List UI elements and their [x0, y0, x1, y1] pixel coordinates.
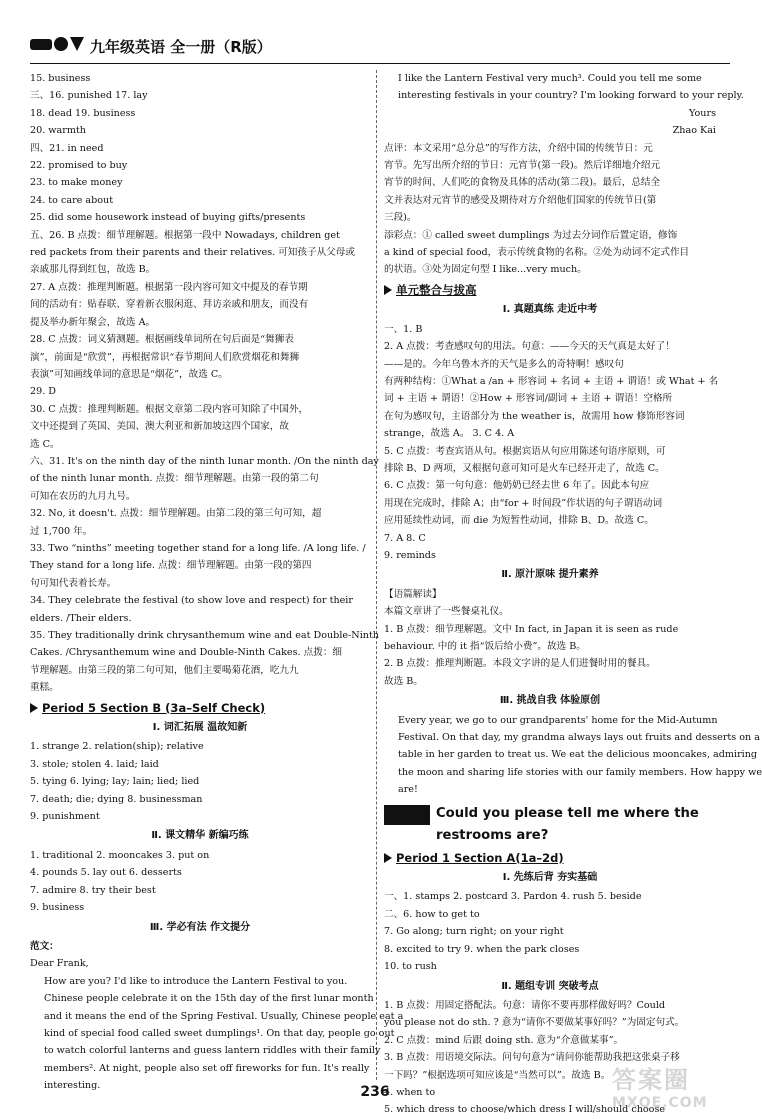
text-line: 三段)。: [384, 212, 417, 224]
real-exam-answers: [384, 321, 719, 565]
text-line: 四、21. in need: [30, 142, 104, 154]
text-line: red packets from their parents and their relatives. 可知孩子从父母或: [30, 247, 355, 259]
text-line: 15. business: [30, 73, 91, 84]
text-line: behaviour. 中的 it 指“饭后给小费”。故选 B。: [384, 641, 586, 652]
triangle-icon: [384, 853, 392, 863]
text-line: the moon and sharing life stories with our family members. How happy we: [398, 766, 762, 778]
text-line: interesting.: [44, 1080, 101, 1092]
period-1-title: Period 1 Section A(1a–2d): [396, 850, 564, 865]
text-line: 33. Two “ninths” meeting together stand for a long life. /A long life. /: [30, 542, 366, 554]
text-line: members². At night, people also set off fireworks for fun. It's really: [44, 1062, 370, 1074]
page-number: 236: [360, 1084, 390, 1100]
text-line: 1. strange 2. relation(ship); relative: [30, 741, 204, 753]
text-line: ——是的。今年乌鲁木齐的天气是多么的奇特啊！感叹句: [384, 358, 624, 370]
unit-review-heading: [384, 282, 716, 299]
text-line: 的状语。③处为固定句型 I like...very much。: [384, 264, 587, 276]
essay-sign-name: Zhao Kai: [672, 125, 716, 137]
text-line: 25. did some housework instead of buying gifts/presents: [30, 212, 306, 224]
text-line: you please not do sth. ? 意为“请你不要做某事好吗？”为固定句式。: [384, 1017, 685, 1029]
book-logo-icon: [30, 34, 86, 54]
text-line: 5. which dress to choose/which dress I will/should choose: [384, 1104, 666, 1116]
text-line: 18. dead 19. business: [30, 107, 136, 119]
text-line: 文中还提到了英国、美国、澳大利亚和新加坡这四个国家，故: [30, 421, 290, 433]
text-line: 35. They traditionally drink chrysanthemum wine and eat Double-Ninth: [30, 630, 379, 641]
text-line: 故选 B。: [384, 675, 423, 687]
triangle-icon: [384, 285, 392, 295]
text-line: 应用延续性动词，而 die 为短暂性动词，排除 B、D。故选 C。: [384, 515, 654, 527]
text-line: They stand for a long life. 点拨：细节理解题。由第一段的第四: [30, 560, 312, 572]
text-line: 三、16. punished 17. lay: [30, 90, 148, 102]
subheading-text: Ⅱ. 课文精华 新编巧练: [151, 830, 249, 842]
text-line: 9. business: [30, 902, 85, 914]
text-line: 27. A 点拨：推理判断题。根据第一段内容可知文中提及的春节期: [30, 281, 308, 293]
text-line: 3. stole; stolen 4. laid; laid: [30, 758, 159, 770]
text-line: to watch colorful lanterns and guess lantern riddles with their family: [44, 1045, 381, 1057]
subheading-real-exam: Ⅰ. 真题真练 走近中考: [502, 304, 598, 316]
text-line: 7. Go along; turn right; on your right: [384, 926, 564, 938]
text-line: 提及举办新年聚会，故选 A。: [30, 316, 156, 328]
subheading-challenge: Ⅲ. 挑战自我 体验原创: [499, 695, 601, 707]
text-line: 一、1. B: [384, 323, 423, 335]
text-line: 9. reminds: [384, 549, 436, 561]
text-line: 宵节的时间、人们吃的食物及具体的活动(第二段)。最后，总结全: [384, 177, 661, 189]
column-divider: [376, 70, 377, 1080]
text-line: 表演”可知画线单词的意思是“烟花”，故选 C。: [30, 368, 228, 380]
page-title: 九年级英语 全一册（R版）: [90, 38, 272, 56]
text-line: 5. tying 6. lying; lay; lain; lied; lied: [30, 776, 200, 788]
text-line: 亲戚那儿得到红包，故选 B。: [30, 264, 156, 276]
text-line: 在句为感叹句，主语部分为 the weather is，故需用 how 修饰形容词: [384, 410, 685, 422]
text-line: 10. to rush: [384, 961, 437, 973]
text-line: 【语篇解读】: [384, 588, 442, 600]
text-line: are!: [398, 784, 418, 796]
text-line: 点评：本文采用“总分总”的写作方法，介绍中国的传统节日：元: [384, 142, 653, 154]
text-line: Every year, we go to our grandparents' home for the Mid-Autumn: [398, 714, 718, 726]
text-line: strange，故选 A。 3. C 4. A: [384, 428, 515, 440]
text-answers: [30, 847, 370, 917]
text-line: 一、1. stamps 2. postcard 3. Pardon 4. rush 5. beside: [384, 891, 642, 903]
text-line: 9. punishment: [30, 811, 100, 823]
essay-label: 范文：: [30, 940, 59, 952]
text-line: 一下吗？”根据选项可知应该是“当然可以”。故选 B。: [384, 1069, 611, 1081]
period-5-title: Period 5 Section B (3a–Self Check): [42, 700, 266, 715]
text-line: 7. A 8. C: [384, 532, 426, 544]
text-line: 34. They celebrate the festival (to show love and respect) for their: [30, 595, 353, 607]
text-line: 演”，前面是“欣赏”，再根据常识“春节期间人们欣赏烟花和舞狮: [30, 351, 300, 363]
text-line: Chinese people celebrate it on the 15th day of the first lunar month: [44, 993, 374, 1005]
text-line: 句可知代表着长寿。: [30, 577, 117, 589]
text-line: 节理解题。由第三段的第二句可知，他们主要喝菊花酒，吃九九: [30, 664, 299, 676]
text-line: 本篇文章讲了一些餐桌礼仪。: [384, 606, 509, 618]
unit-title-line1: Could you please tell me where the: [436, 805, 699, 821]
text-line: 8. excited to try 9. when the park closes: [384, 943, 580, 955]
subheading-basics: Ⅰ. 先练后背 夯实基础: [502, 872, 598, 884]
right-column: [384, 70, 762, 1119]
text-line: 六、31. It's on the ninth day of the ninth lunar month. /On the ninth day: [30, 455, 379, 467]
text-line: 6. C 点拨：第一句句意：他奶奶已经去世 6 年了。因此本句应: [384, 480, 650, 492]
text-line: 用现在完成时，排除 A；由“for + 时间段”作状语的句子谓语动词: [384, 497, 663, 509]
period-1-heading: [384, 850, 716, 867]
text-line: 3. B 点拨：用语境交际法。问句句意为“请问你能帮助我把这张桌子移: [384, 1052, 680, 1064]
text-line: Cakes. /Chrysanthemum wine and Double-Ninth Cakes. 点拨：细: [30, 647, 343, 659]
text-line: 20. warmth: [30, 125, 86, 137]
watermark-line2: MXQE.COM: [612, 1095, 708, 1111]
subheading-original: Ⅱ. 原汁原味 提升素养: [501, 569, 599, 581]
text-line: 30. C 点拨：推理判断题。根据文章第二段内容可知除了中国外，: [30, 403, 309, 415]
text-line: 5. C 点拨：考查宾语从句。根据宾语从句应用陈述句语序原则，可: [384, 445, 666, 457]
text-line: 28. C 点拨：词义猜测题。根据画线单词所在句后面是“舞狮表: [30, 334, 294, 346]
essay-comment: [384, 140, 716, 279]
watermark-line1: 答案圈: [612, 1066, 690, 1094]
text-line: 二、6. how to get to: [384, 908, 480, 920]
text-line: 32. No, it doesn't. 点拨：细节理解题。由第二段的第三句可知，超: [30, 508, 322, 520]
watermark: [612, 1060, 732, 1112]
text-line: 23. to make money: [30, 177, 123, 189]
text-line: interesting festivals in your country? I'm looking forward to your reply.: [398, 90, 744, 102]
text-line: 1. B 点拨：用固定搭配法。句意：请你不要再那样做好吗？Could: [384, 999, 666, 1011]
basics-answers: [384, 888, 716, 975]
unit-badge: [384, 805, 430, 825]
text-line: 24. to care about: [30, 194, 114, 206]
text-line: and it means the end of the Spring Festival. Usually, Chinese people eat a: [44, 1010, 404, 1022]
text-line: 可知在农历的九月九号。: [30, 490, 136, 502]
text-line: 五、26. B 点拨：细节理解题。根据第一段中 Nowadays, children get: [30, 229, 340, 241]
essay-continued: [384, 70, 744, 105]
text-line: Dear Frank,: [30, 958, 89, 970]
essay-sign-yours: Yours: [689, 107, 716, 119]
text-line: elders. /Their elders.: [30, 612, 132, 624]
triangle-icon: [30, 703, 38, 713]
text-line: 7. death; die; dying 8. businessman: [30, 793, 203, 805]
text-line: kind of special food called sweet dumplings¹. On that day, people go out: [44, 1027, 395, 1039]
text-line: Festival. On that day, my grandma always lays out fruits and desserts on a: [398, 732, 760, 744]
text-line: 过 1,700 年。: [30, 525, 93, 537]
text-line: 4. pounds 5. lay out 6. desserts: [30, 867, 182, 879]
text-line: 4. when to: [384, 1086, 436, 1098]
text-line: 有两种结构：①What a /an + 形容词 + 名词 + 主语 + 谓语！或 What + 名: [384, 375, 719, 387]
text-line: 22. promised to buy: [30, 160, 128, 172]
text-line: 排除 B、D 两项，又根据句意可知可是火车已经开走了，故选 C。: [384, 462, 665, 474]
text-line: 选 C。: [30, 438, 60, 450]
text-line: 重糕。: [30, 682, 59, 694]
text-line: 29. D: [30, 386, 56, 398]
text-line: 宵节。先写出所介绍的节日：元宵节(第一段)。然后详细地介绍元: [384, 160, 661, 172]
text-line: a kind of special food，表示传统食物的名称。②处为动词不定式作目: [384, 247, 690, 259]
vocab-answers: [30, 738, 370, 825]
text-line: 间的活动有：贴春联、穿着新衣服闲逛、拜访亲戚和朋友，而没有: [30, 299, 309, 311]
text-line: How are you? I'd like to introduce the Lantern Festival to you.: [44, 975, 348, 987]
subheading-writing: Ⅲ. 学必有法 作文提分: [149, 921, 251, 933]
text-line: of the ninth lunar month. 点拨：细节理解题。由第一段的第二句: [30, 473, 319, 485]
subheading-vocab: Ⅰ. 词汇拓展 温故知新: [152, 722, 248, 734]
subheading-drills: Ⅱ. 题组专训 突破考点: [501, 980, 599, 992]
text-line: 词 + 主语 + 谓语！②How + 形容词/副词 + 主语 + 谓语！空格所: [384, 393, 673, 405]
text-line: 2. A 点拨：考查感叹句的用法。句意：——今天的天气真是太好了！: [384, 341, 675, 353]
text-line: 添彩点：① called sweet dumplings 为过去分词作后置定语，修饰: [384, 229, 678, 241]
text-line: 文并表达对元宵节的感受及期待对方介绍他们国家的传统节日(第: [384, 194, 657, 206]
original-answers: [384, 586, 716, 690]
page-header: [30, 28, 730, 64]
unit-title: [436, 803, 699, 847]
text-line: 2. C 点拨：mind 后跟 doing sth. 意为“介意做某事”。: [384, 1034, 624, 1046]
text-line: 1. traditional 2. mooncakes 3. put on: [30, 849, 210, 861]
text-line: 2. B 点拨：推理判断题。本段文字讲的是人们进餐时用的餐具。: [384, 658, 656, 670]
period-5-heading: [30, 700, 370, 717]
unit-review-title: 单元整合与拔高: [396, 282, 477, 297]
answer-list-top: [30, 70, 379, 697]
unit-title-line2: restrooms are?: [436, 827, 549, 843]
text-line: 7. admire 8. try their best: [30, 884, 156, 896]
challenge-text: [384, 712, 762, 799]
unit-banner: [384, 803, 716, 847]
text-line: 1. B 点拨：细节理解题。文中 In fact, in Japan it is seen as rude: [384, 623, 679, 635]
text-line: table in her garden to treat us. We eat the delicious mooncakes, admiring: [398, 749, 758, 761]
text-line: I like the Lantern Festival very much³. Could you tell me some: [398, 73, 702, 84]
